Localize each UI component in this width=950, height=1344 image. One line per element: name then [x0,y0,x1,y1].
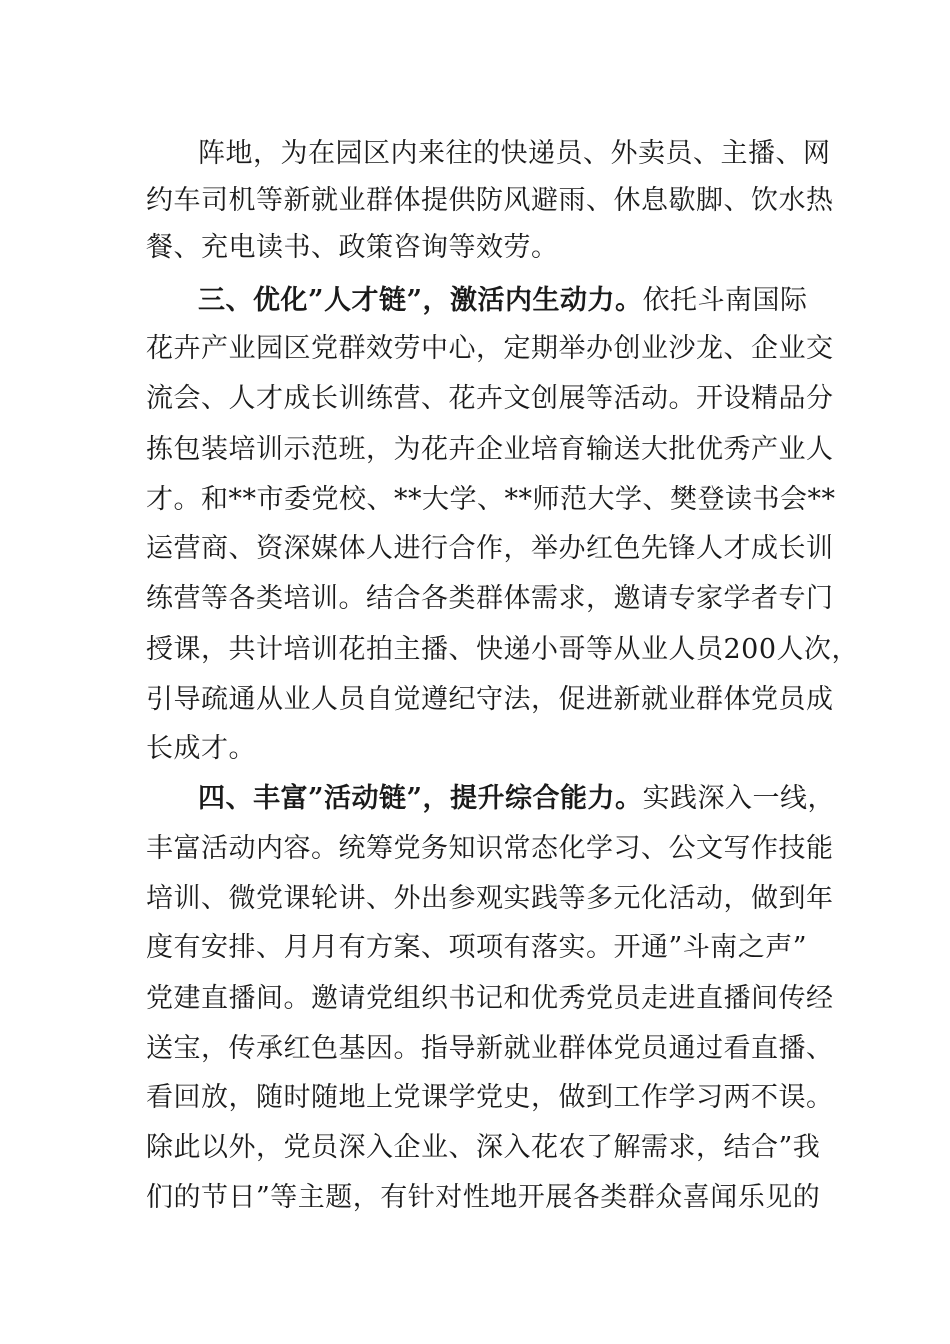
paragraph-2-line-6: 运营商、资深媒体人进行合作，举办红色先锋人才成长训 [146,533,834,564]
paragraph-2-heading: 三、优化”人才链”，激活内生动力。 [198,285,643,316]
paragraph-2-line-10: 长成才。 [146,733,256,764]
paragraph-2-line-3: 流会、人才成长训练营、花卉文创展等活动。开设精品分 [146,383,834,414]
paragraph-2-line-2: 花卉产业园区党群效劳中心，定期举办创业沙龙、企业交 [146,333,834,364]
paragraph-3-heading: 四、丰富”活动链”，提升综合能力。 [198,783,643,814]
paragraph-1-line-2: 约车司机等新就业群体提供防风避雨、休息歇脚、饮水热 [146,185,834,216]
paragraph-3-line-1-text: 实践深入一线， [642,783,836,814]
paragraph-3-line-7: 看回放，随时随地上党课学党史，做到工作学习两不误。 [146,1082,834,1113]
paragraph-3-line-9: 们的节日”等主题，有针对性地开展各类群众喜闻乐见的 [146,1182,821,1213]
paragraph-2-line-7: 练营等各类培训。结合各类群体需求，邀请专家学者专门 [146,583,834,614]
paragraph-3-line-5: 党建直播间。邀请党组织书记和优秀党员走进直播间传经 [146,983,834,1014]
paragraph-2-line-1 [198,283,806,319]
paragraph-1-line-1: 阵地，为在园区内来往的快递员、外卖员、主播、网 [198,138,831,169]
paragraph-3-line-1 [198,781,836,817]
paragraph-3-line-6: 送宝，传承红色基因。指导新就业群体党员通过看直播、 [146,1033,834,1064]
paragraph-2-line-9: 引导疏通从业人员自觉遵纪守法，促进新就业群体党员成 [146,684,834,715]
paragraph-2-line-8: 授课，共计培训花拍主播、快递小哥等从业人员200人次， [146,634,860,665]
paragraph-2-line-4: 拣包装培训示范班，为花卉企业培育输送大批优秀产业人 [146,434,834,465]
paragraph-1-line-3: 餐、充电读书、政策咨询等效劳。 [146,232,559,263]
paragraph-3-line-8: 除此以外，党员深入企业、深入花农了解需求，结合”我 [146,1132,821,1163]
paragraph-3-line-2: 丰富活动内容。统筹党务知识常态化学习、公文写作技能 [146,833,834,864]
paragraph-2-line-1-text: 依托斗南国际 [642,285,808,316]
paragraph-3-line-3: 培训、微党课轮讲、外出参观实践等多元化活动，做到年 [146,883,834,914]
paragraph-3-line-4: 度有安排、月月有方案、项项有落实。开通”斗南之声” [146,932,808,963]
paragraph-2-line-5: 才。和**市委党校、**大学、**师范大学、樊登读书会** [146,484,836,515]
